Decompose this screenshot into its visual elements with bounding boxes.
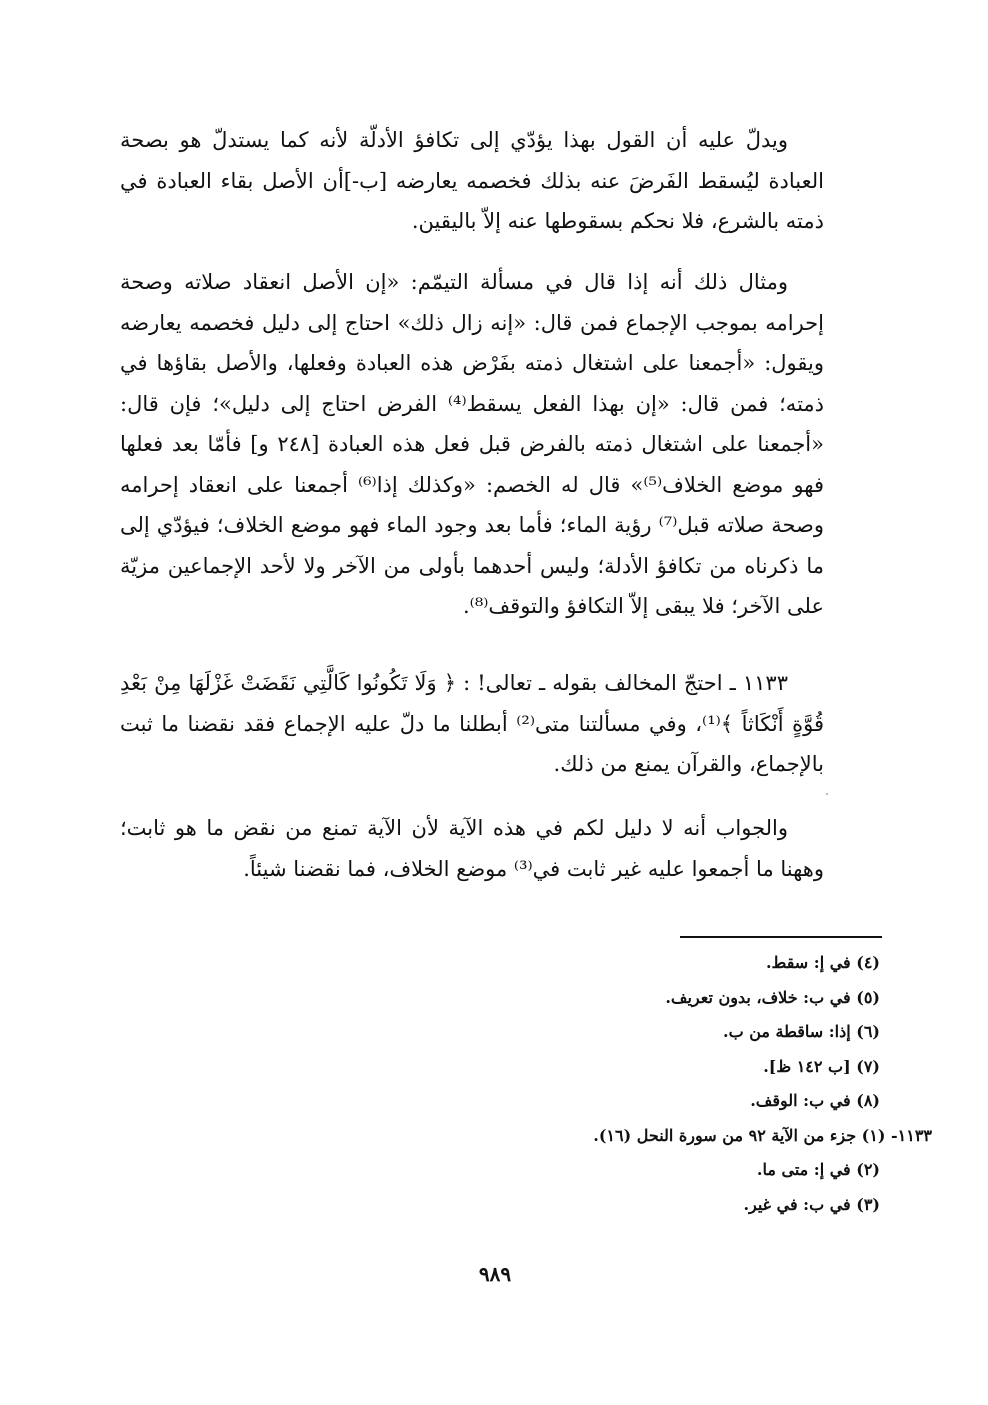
footnote-text: (٣) في ب: في غير. (743, 1194, 880, 1214)
page-number: ٩٨٩ (478, 1262, 512, 1286)
footnote-text: (٤) في إ: سقط. (765, 953, 880, 972)
footnote-text: (٧) [ب ١٤٢ ظ]. (763, 1056, 880, 1076)
footnote-item (420, 1119, 932, 1154)
footnote-divider (680, 936, 882, 938)
footnote-item (420, 946, 880, 981)
footnote-item (420, 1015, 880, 1050)
footnote-text: (٨) في ب: الوقف. (750, 1091, 880, 1110)
body-paragraph-1: ويدلّ عليه أن القول بهذا يؤدّي إلى تكافؤ الأدلّة لأنه كما يستدلّ هو بصحة العبادة ليُسقط الفَرضَ عنه بذلك فخصمه يعارضه [ب-]أن الأصل بقاء العبادة في ذمته بالشرع، فلا نحكم بسقوطها عنه إلاّ باليقين. (120, 128, 824, 233)
body-paragraph-4: والجواب أنه لا دليل لكم في هذه الآية لأن الآية تمنع من نقض ما هو ثابت؛ وههنا ما أجمعوا عليه غير ثابت في⁽³⁾ موضع الخلاف، فما نقضنا شيئاً. (120, 816, 824, 881)
footnote-item (420, 981, 880, 1016)
body-paragraph-2: ومثال ذلك أنه إذا قال في مسألة التيمّم: «إن الأصل انعقاد صلاته وصحة إحرامه بموجب الإجماع فمن قال: «إنه زال ذلك» احتاج إلى دليل فخصمه يعارضه ويقول: «أجمعنا على اشتغال ذمته بفَرْض هذه العبادة وفعلها، والأصل بقاؤها في ذمته؛ فمن قال: «إن بهذا الفعل يسقط⁽⁴⁾ الفرض احتاج إلى دليل»؛ فإن قال: «أجمعنا على اشتغال ذمته بالفرض قبل فعل هذه العبادة [٢٤٨ و] فأمّا بعد فعلها فهو موضع الخلاف⁽⁵⁾» قال له الخصم: «وكذلك إذا⁽⁶⁾ أجمعنا على انعقاد إحرامه وصحة صلاته قبل⁽⁷⁾ رؤية الماء؛ فأما بعد وجود الماء فهو موضع الخلاف؛ فيؤدّي إلى ما ذكرناه من تكافؤ الأدلة؛ وليس أحدهما بأولى من الآخر ولا لأحد الإجماعين مزيّة على الآخر؛ فلا يبقى إلاّ التكافؤ والتوقف⁽⁸⁾. (120, 270, 825, 618)
footnote-text: (٦) إذا: ساقطة من ب. (723, 1022, 880, 1041)
footnote-item (420, 1153, 880, 1188)
scan-speckle (826, 793, 828, 795)
footnote-item (420, 1188, 880, 1223)
footnotes-list (420, 946, 932, 1222)
footnote-item (420, 1050, 880, 1085)
footnote-text: (٥) في ب: خلاف، بدون تعريف. (665, 987, 880, 1007)
footnote-text: (١) جزء من الآية ٩٢ من سورة النحل (١٦). (593, 1125, 886, 1145)
footnote-text: (٢) في إ: متى ما. (756, 1160, 880, 1179)
footnote-item (420, 1084, 880, 1119)
footnote-section-prefix: ١١٣٣- (885, 1125, 932, 1145)
body-paragraph-3: ١١٣٣ ـ احتجّ المخالف بقوله ـ تعالى! : ﴿ وَلَا تَكُونُوا كَالَّتِي نَقَضَتْ غَزْلَهَا مِنْ بَعْدِ قُوَّةٍ أَنْكَاثاً ﴾⁽¹⁾، وفي مسألتنا متى⁽²⁾ أبطلنا ما دلّ عليه الإجماع فقد نقضنا ما ثبت بالإجماع، والقرآن يمنع من ذلك. (120, 671, 824, 776)
